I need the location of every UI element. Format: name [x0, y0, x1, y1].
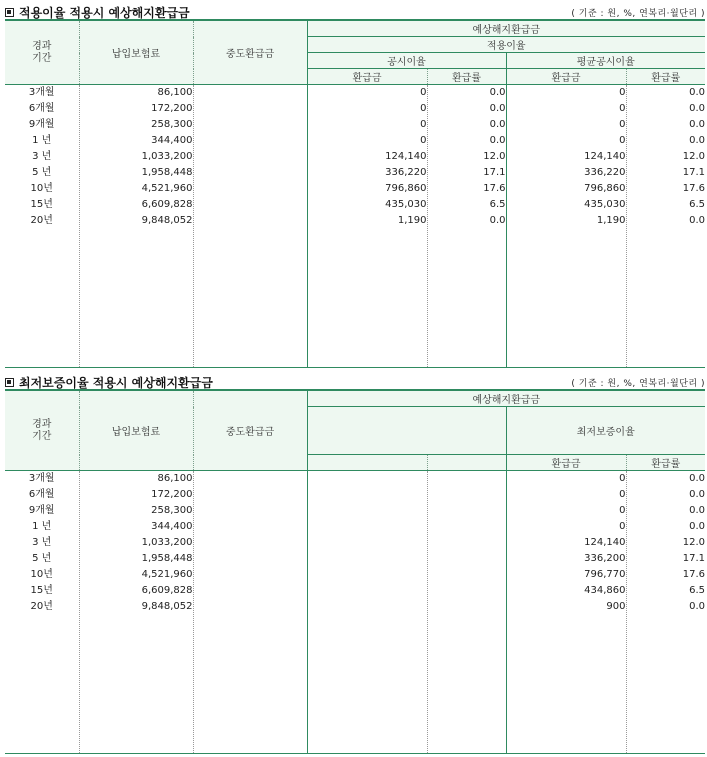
row-refund-avg: 0 [619, 103, 626, 114]
refund-table-min-guaranteed [5, 389, 705, 754]
row-refund-avg: 796,860 [584, 183, 626, 194]
row-premium: 9,848,052 [141, 601, 193, 612]
row-rate-announced: 0.0 [489, 87, 506, 98]
row-rate-min: 0.0 [689, 489, 705, 500]
header-midterm: 중도환급금 [193, 20, 307, 85]
header-blank [307, 407, 506, 455]
header-refund: 환급금 [506, 455, 626, 471]
square-bullet-icon [5, 8, 14, 17]
header-avg-announced-rate: 평균공시이율 [506, 53, 705, 69]
col-blank-rate [427, 471, 506, 754]
row-rate-min: 12.0 [682, 537, 705, 548]
row-period: 15년 [30, 199, 53, 210]
col-premium [79, 85, 193, 368]
row-rate-min: 17.1 [682, 553, 705, 564]
refund-table-applied [5, 19, 705, 368]
row-premium: 172,200 [151, 103, 193, 114]
row-refund-min: 796,770 [584, 569, 626, 580]
row-period: 3 년 [32, 537, 52, 548]
row-refund-avg: 1,190 [596, 215, 626, 226]
row-period: 20년 [30, 601, 53, 612]
row-period: 10년 [30, 569, 53, 580]
header-min-guaranteed-rate: 최저보증이율 [506, 407, 705, 455]
row-refund-announced: 336,220 [385, 167, 427, 178]
row-premium: 6,609,828 [141, 585, 193, 596]
row-premium: 344,400 [151, 135, 193, 146]
row-period: 15년 [30, 585, 53, 596]
header-announced-rate: 공시이율 [307, 53, 506, 69]
row-period: 10년 [30, 183, 53, 194]
row-refund-announced: 435,030 [385, 199, 427, 210]
header-surrender: 예상해지환급금 [307, 390, 705, 407]
col-refund-2 [506, 85, 626, 368]
row-rate-announced: 0.0 [489, 215, 506, 226]
row-refund-announced: 124,140 [385, 151, 427, 162]
header-blank-rate [427, 455, 506, 471]
row-rate-min: 0.0 [689, 473, 705, 484]
row-rate-min: 0.0 [689, 601, 705, 612]
col-midterm [193, 85, 307, 368]
header-premium: 납입보험료 [79, 390, 193, 471]
row-rate-avg: 0.0 [689, 215, 705, 226]
unit-note: ( 기준 : 원, %, 연복리·월단리 ) [571, 9, 705, 19]
header-premium: 납입보험료 [79, 20, 193, 85]
row-refund-min: 900 [606, 601, 626, 612]
unit-note: ( 기준 : 원, %, 연복리·월단리 ) [571, 379, 705, 389]
col-rate [626, 471, 705, 754]
row-premium: 1,958,448 [141, 553, 193, 564]
row-refund-announced: 0 [420, 135, 427, 146]
col-rate-2 [626, 85, 705, 368]
row-period: 9개월 [28, 119, 55, 130]
row-rate-announced: 6.5 [489, 199, 506, 210]
row-rate-avg: 6.5 [689, 199, 705, 210]
row-refund-min: 124,140 [584, 537, 626, 548]
row-refund-avg: 124,140 [584, 151, 626, 162]
row-premium: 1,033,200 [141, 537, 193, 548]
col-premium [79, 471, 193, 754]
row-rate-avg: 0.0 [689, 87, 705, 98]
row-period: 1 년 [32, 521, 52, 532]
header-rate-2: 환급률 [626, 69, 705, 85]
row-refund-min: 0 [619, 489, 626, 500]
row-period: 20년 [30, 215, 53, 226]
header-surrender: 예상해지환급금 [307, 20, 705, 37]
row-rate-min: 0.0 [689, 521, 705, 532]
header-period: 경과 기간 [5, 390, 79, 471]
header-rate-1: 환급률 [427, 69, 506, 85]
col-period [5, 85, 79, 368]
row-refund-avg: 336,220 [584, 167, 626, 178]
row-rate-min: 0.0 [689, 505, 705, 516]
row-refund-announced: 0 [420, 87, 427, 98]
header-period: 경과 기간 [5, 20, 79, 85]
square-bullet-icon [5, 378, 14, 387]
row-rate-announced: 17.6 [483, 183, 506, 194]
row-period: 6개월 [28, 103, 55, 114]
row-refund-announced: 0 [420, 119, 427, 130]
row-period: 3개월 [28, 473, 55, 484]
section-title: 적용이율 적용시 예상해지환급금 [5, 4, 190, 21]
header-applied-rate: 적용이율 [307, 37, 705, 53]
section-applied-rate [5, 4, 705, 226]
row-refund-min: 434,860 [584, 585, 626, 596]
row-refund-avg: 0 [619, 87, 626, 98]
col-period [5, 471, 79, 754]
row-rate-announced: 12.0 [483, 151, 506, 162]
section-title: 최저보증이율 적용시 예상해지환급금 [5, 374, 213, 391]
row-rate-announced: 0.0 [489, 135, 506, 146]
row-refund-avg: 0 [619, 119, 626, 130]
row-period: 3개월 [28, 87, 55, 98]
col-refund [506, 471, 626, 754]
row-refund-announced: 796,860 [385, 183, 427, 194]
row-rate-min: 17.6 [682, 569, 705, 580]
row-rate-avg: 0.0 [689, 135, 705, 146]
row-premium: 172,200 [151, 489, 193, 500]
row-premium: 9,848,052 [141, 215, 193, 226]
row-refund-announced: 0 [420, 103, 427, 114]
row-period: 6개월 [28, 489, 55, 500]
row-premium: 86,100 [157, 87, 193, 98]
header-rate: 환급률 [626, 455, 705, 471]
row-period: 3 년 [32, 151, 52, 162]
row-refund-avg: 435,030 [584, 199, 626, 210]
row-premium: 4,521,960 [141, 569, 193, 580]
row-refund-min: 0 [619, 505, 626, 516]
col-blank-refund [307, 471, 427, 754]
col-rate-1 [427, 85, 506, 368]
row-premium: 258,300 [151, 119, 193, 130]
row-premium: 258,300 [151, 505, 193, 516]
row-rate-min: 6.5 [689, 585, 705, 596]
row-period: 1 년 [32, 135, 52, 146]
section-header [5, 374, 705, 390]
row-period: 9개월 [28, 505, 55, 516]
row-rate-avg: 0.0 [689, 119, 705, 130]
row-rate-announced: 0.0 [489, 119, 506, 130]
row-refund-announced: 1,190 [397, 215, 427, 226]
row-rate-avg: 17.6 [682, 183, 705, 194]
header-refund-2: 환급금 [506, 69, 626, 85]
row-premium: 4,521,960 [141, 183, 193, 194]
row-premium: 1,958,448 [141, 167, 193, 178]
header-refund-1: 환급금 [307, 69, 427, 85]
row-refund-min: 0 [619, 473, 626, 484]
row-refund-min: 0 [619, 521, 626, 532]
header-blank-refund [307, 455, 427, 471]
row-rate-announced: 0.0 [489, 103, 506, 114]
row-period: 5 년 [32, 553, 52, 564]
row-refund-min: 336,200 [584, 553, 626, 564]
row-premium: 86,100 [157, 473, 193, 484]
row-refund-avg: 0 [619, 135, 626, 146]
row-rate-avg: 12.0 [682, 151, 705, 162]
row-premium: 1,033,200 [141, 151, 193, 162]
section-header [5, 4, 705, 20]
header-midterm: 중도환급금 [193, 390, 307, 471]
col-refund-1 [307, 85, 427, 368]
row-rate-avg: 0.0 [689, 103, 705, 114]
col-midterm [193, 471, 307, 754]
row-premium: 344,400 [151, 521, 193, 532]
row-period: 5 년 [32, 167, 52, 178]
row-rate-announced: 17.1 [483, 167, 506, 178]
section-min-guaranteed [5, 374, 705, 612]
row-premium: 6,609,828 [141, 199, 193, 210]
row-rate-avg: 17.1 [682, 167, 705, 178]
